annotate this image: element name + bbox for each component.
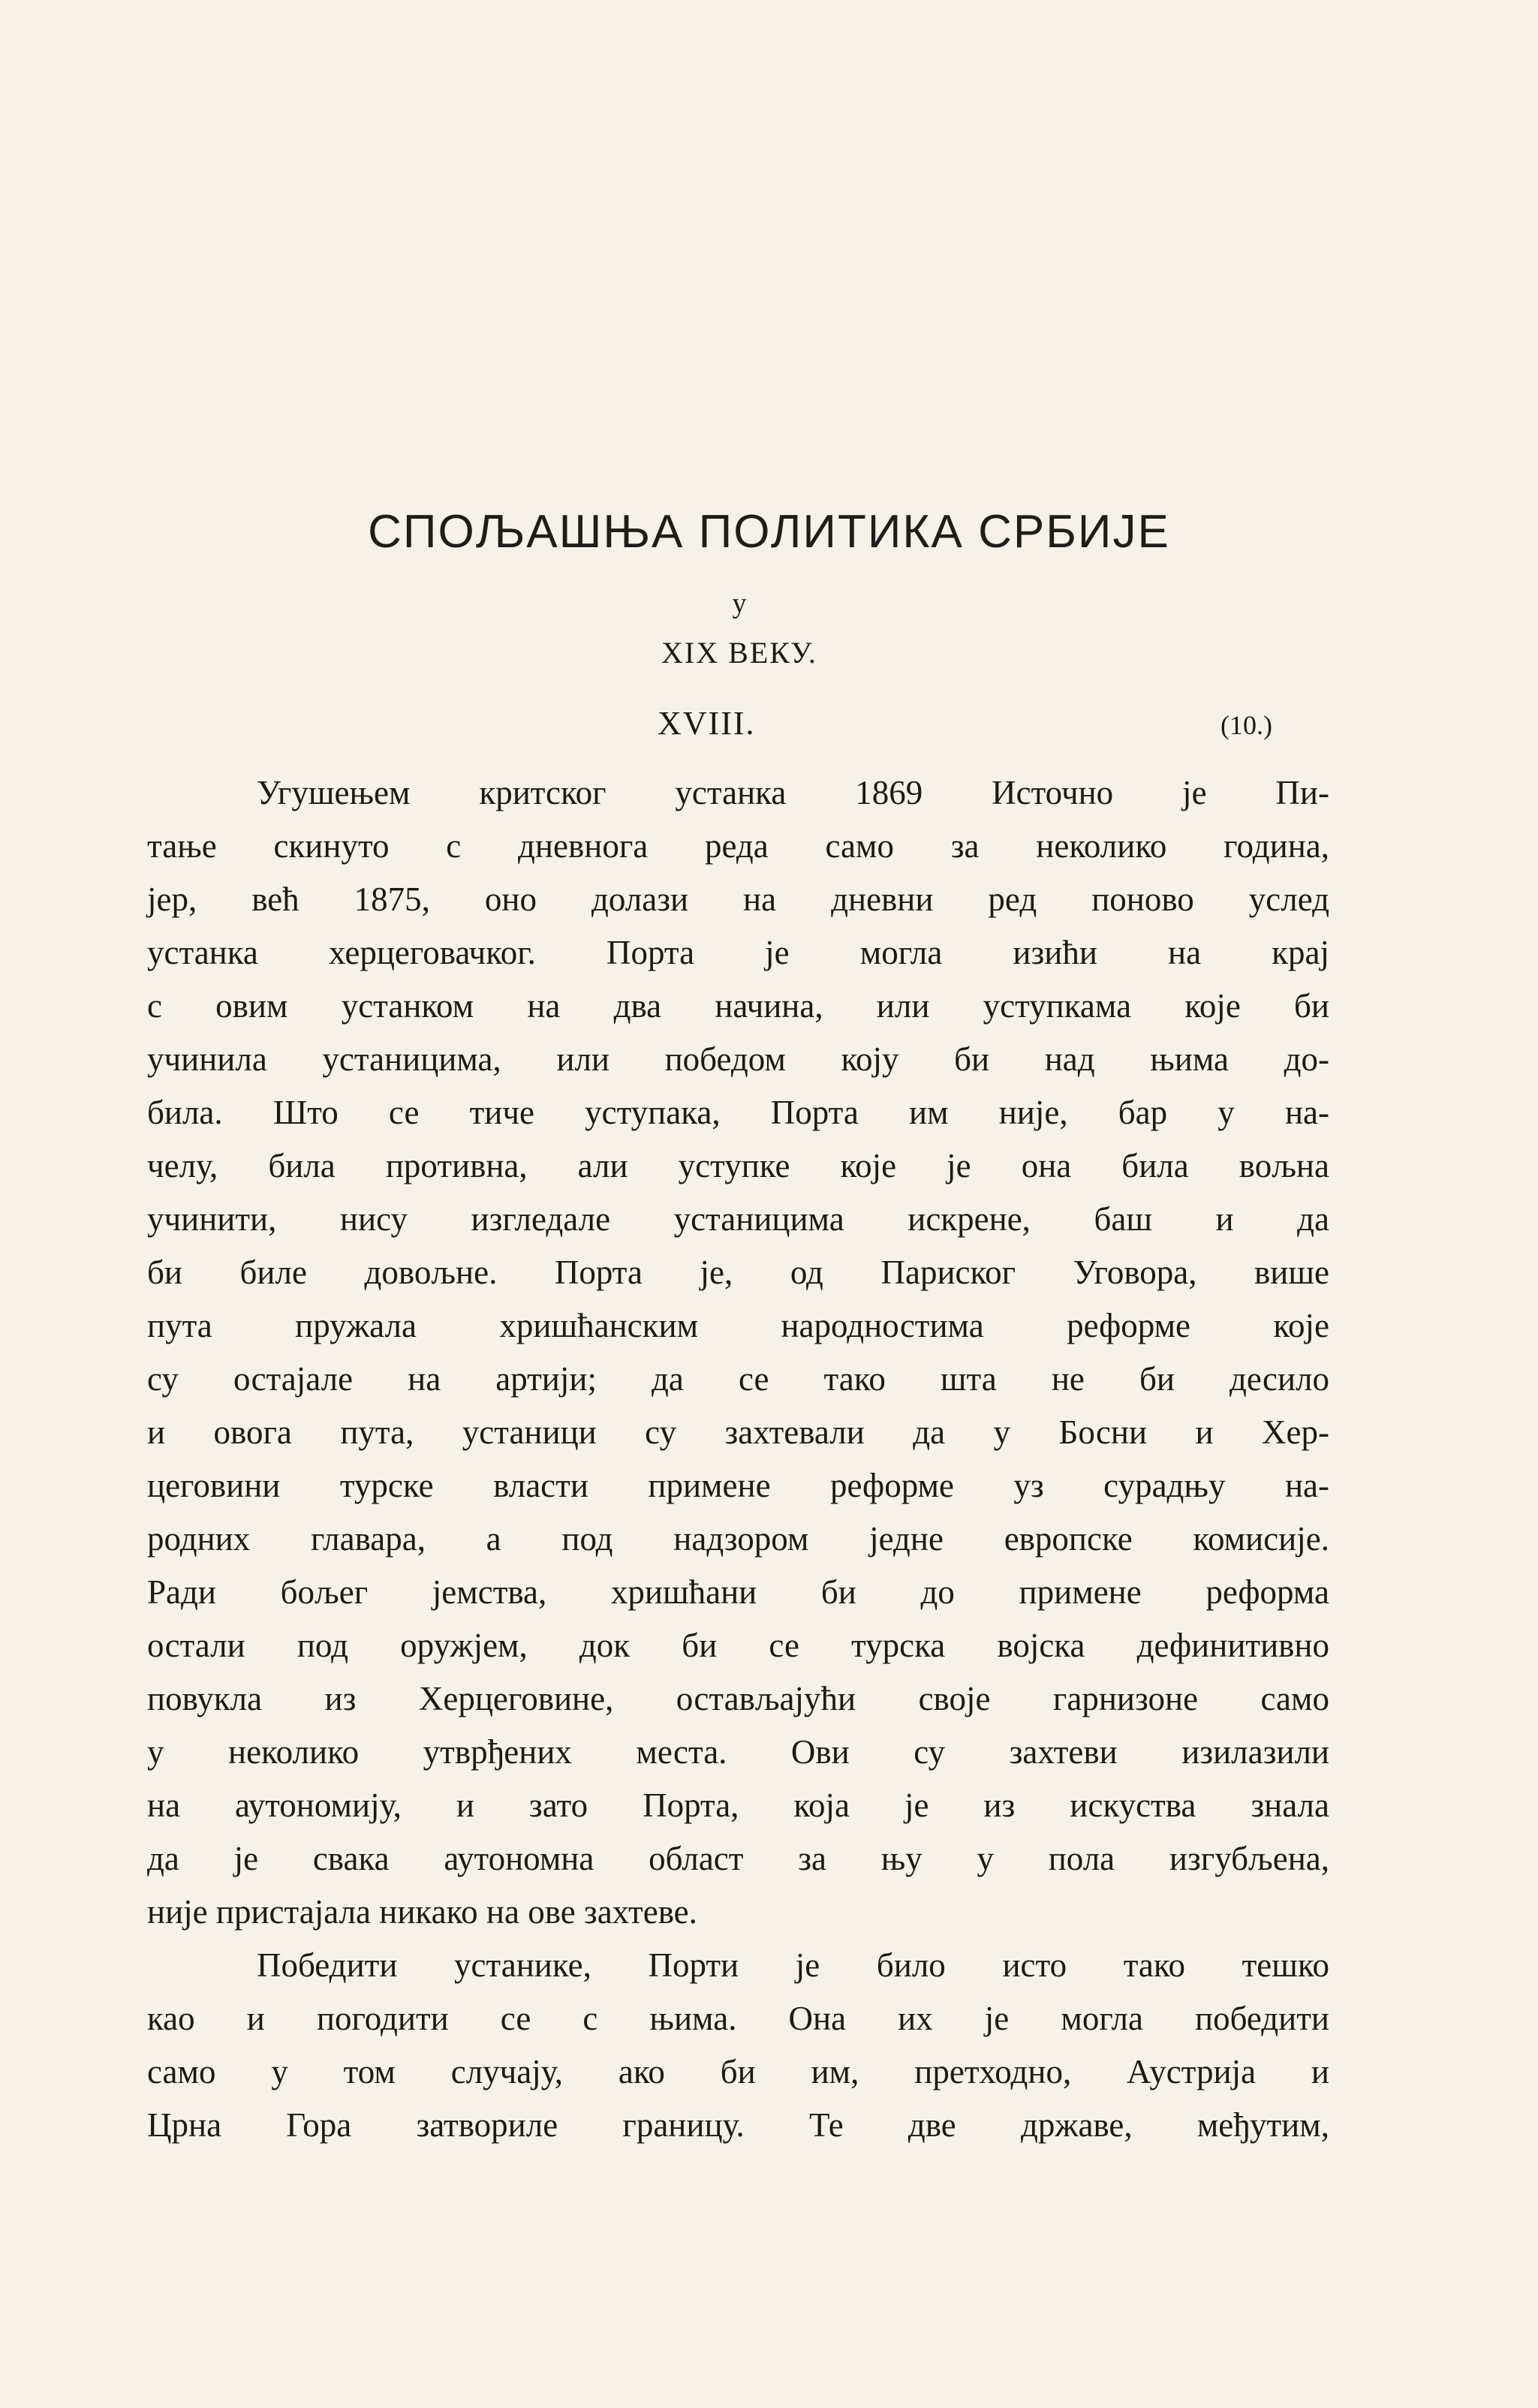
text-line: учинила устаницима, или победом коју би над њима до- <box>147 1040 1329 1078</box>
text-line: Угушењем критског устанка 1869 Источно је Пи- <box>257 774 1329 811</box>
text-line: да је свака аутономна област за њу у пола изгубљена, <box>147 1840 1329 1877</box>
text-line: пута пружала хришћанским народностима реформе које <box>147 1307 1329 1344</box>
text-line: су остајале на артији; да се тако шта не би десило <box>147 1360 1329 1398</box>
subtitle-century: XIX ВЕКУ. <box>661 636 817 670</box>
text-line: остали под оружјем, док би се турска војска дефинитивно <box>147 1627 1329 1664</box>
text-line: би биле довољне. Порта је, од Париског Уговора, више <box>147 1254 1329 1291</box>
text-line: као и погодити се с њима. Она их је могла победити <box>147 2000 1329 2037</box>
subtitle-preposition: у <box>732 588 747 619</box>
text-line: јер, већ 1875, оно долази на дневни ред поново услед <box>147 880 1329 918</box>
text-line: на аутономију, и зато Порта, која је из искуства знала <box>147 1786 1329 1824</box>
text-line: устанка херцеговачког. Порта је могла изићи на крај <box>147 934 1329 971</box>
paragraph-2 <box>147 1939 1329 2152</box>
text-line: тање скинуто с дневнога реда само за неколико година, <box>147 827 1329 865</box>
text-line: учинити, нису изгледале устаницима искрене, баш и да <box>147 1200 1329 1238</box>
chapter-number: (10.) <box>1220 710 1272 740</box>
text-line: и овога пута, устаници су захтевали да у Босни и Хер- <box>147 1413 1329 1451</box>
text-line: није пристајала никако на ове захтеве. <box>147 1893 697 1931</box>
text-line: цеговини турске власти примене реформе уз сурадњу на- <box>147 1467 1329 1504</box>
text-line: само у том случају, ако би им, претходно, Аустрија и <box>147 2053 1329 2090</box>
text-line: била. Што се тиче уступака, Порта им није, бар у на- <box>147 1094 1329 1131</box>
text-line: с овим устанком на два начина, или уступкама које би <box>147 987 1329 1025</box>
text-line: челу, била противна, али уступке које је она била вољна <box>147 1147 1329 1184</box>
paragraph-1 <box>147 766 1329 1939</box>
text-line: у неколико утврђених места. Ови су захтеви изилазили <box>147 1733 1329 1771</box>
page-title: СПОЉАШЊА ПОЛИТИКА СРБИЈЕ <box>368 506 1170 558</box>
text-line: Ради бољег јемства, хришћани би до примене реформа <box>147 1573 1329 1611</box>
chapter-heading: XVIII. <box>658 705 756 742</box>
text-line: родних главара, а под надзором једне европске комисије. <box>147 1520 1329 1558</box>
text-line: Црна Гора затвориле границу. Те две државе, међутим, <box>147 2106 1329 2144</box>
text-line: Победити устанике, Порти је било исто тако тешко <box>257 1946 1329 1984</box>
text-line: повукла из Херцеговине, остављајући своје гарнизоне само <box>147 1680 1329 1717</box>
